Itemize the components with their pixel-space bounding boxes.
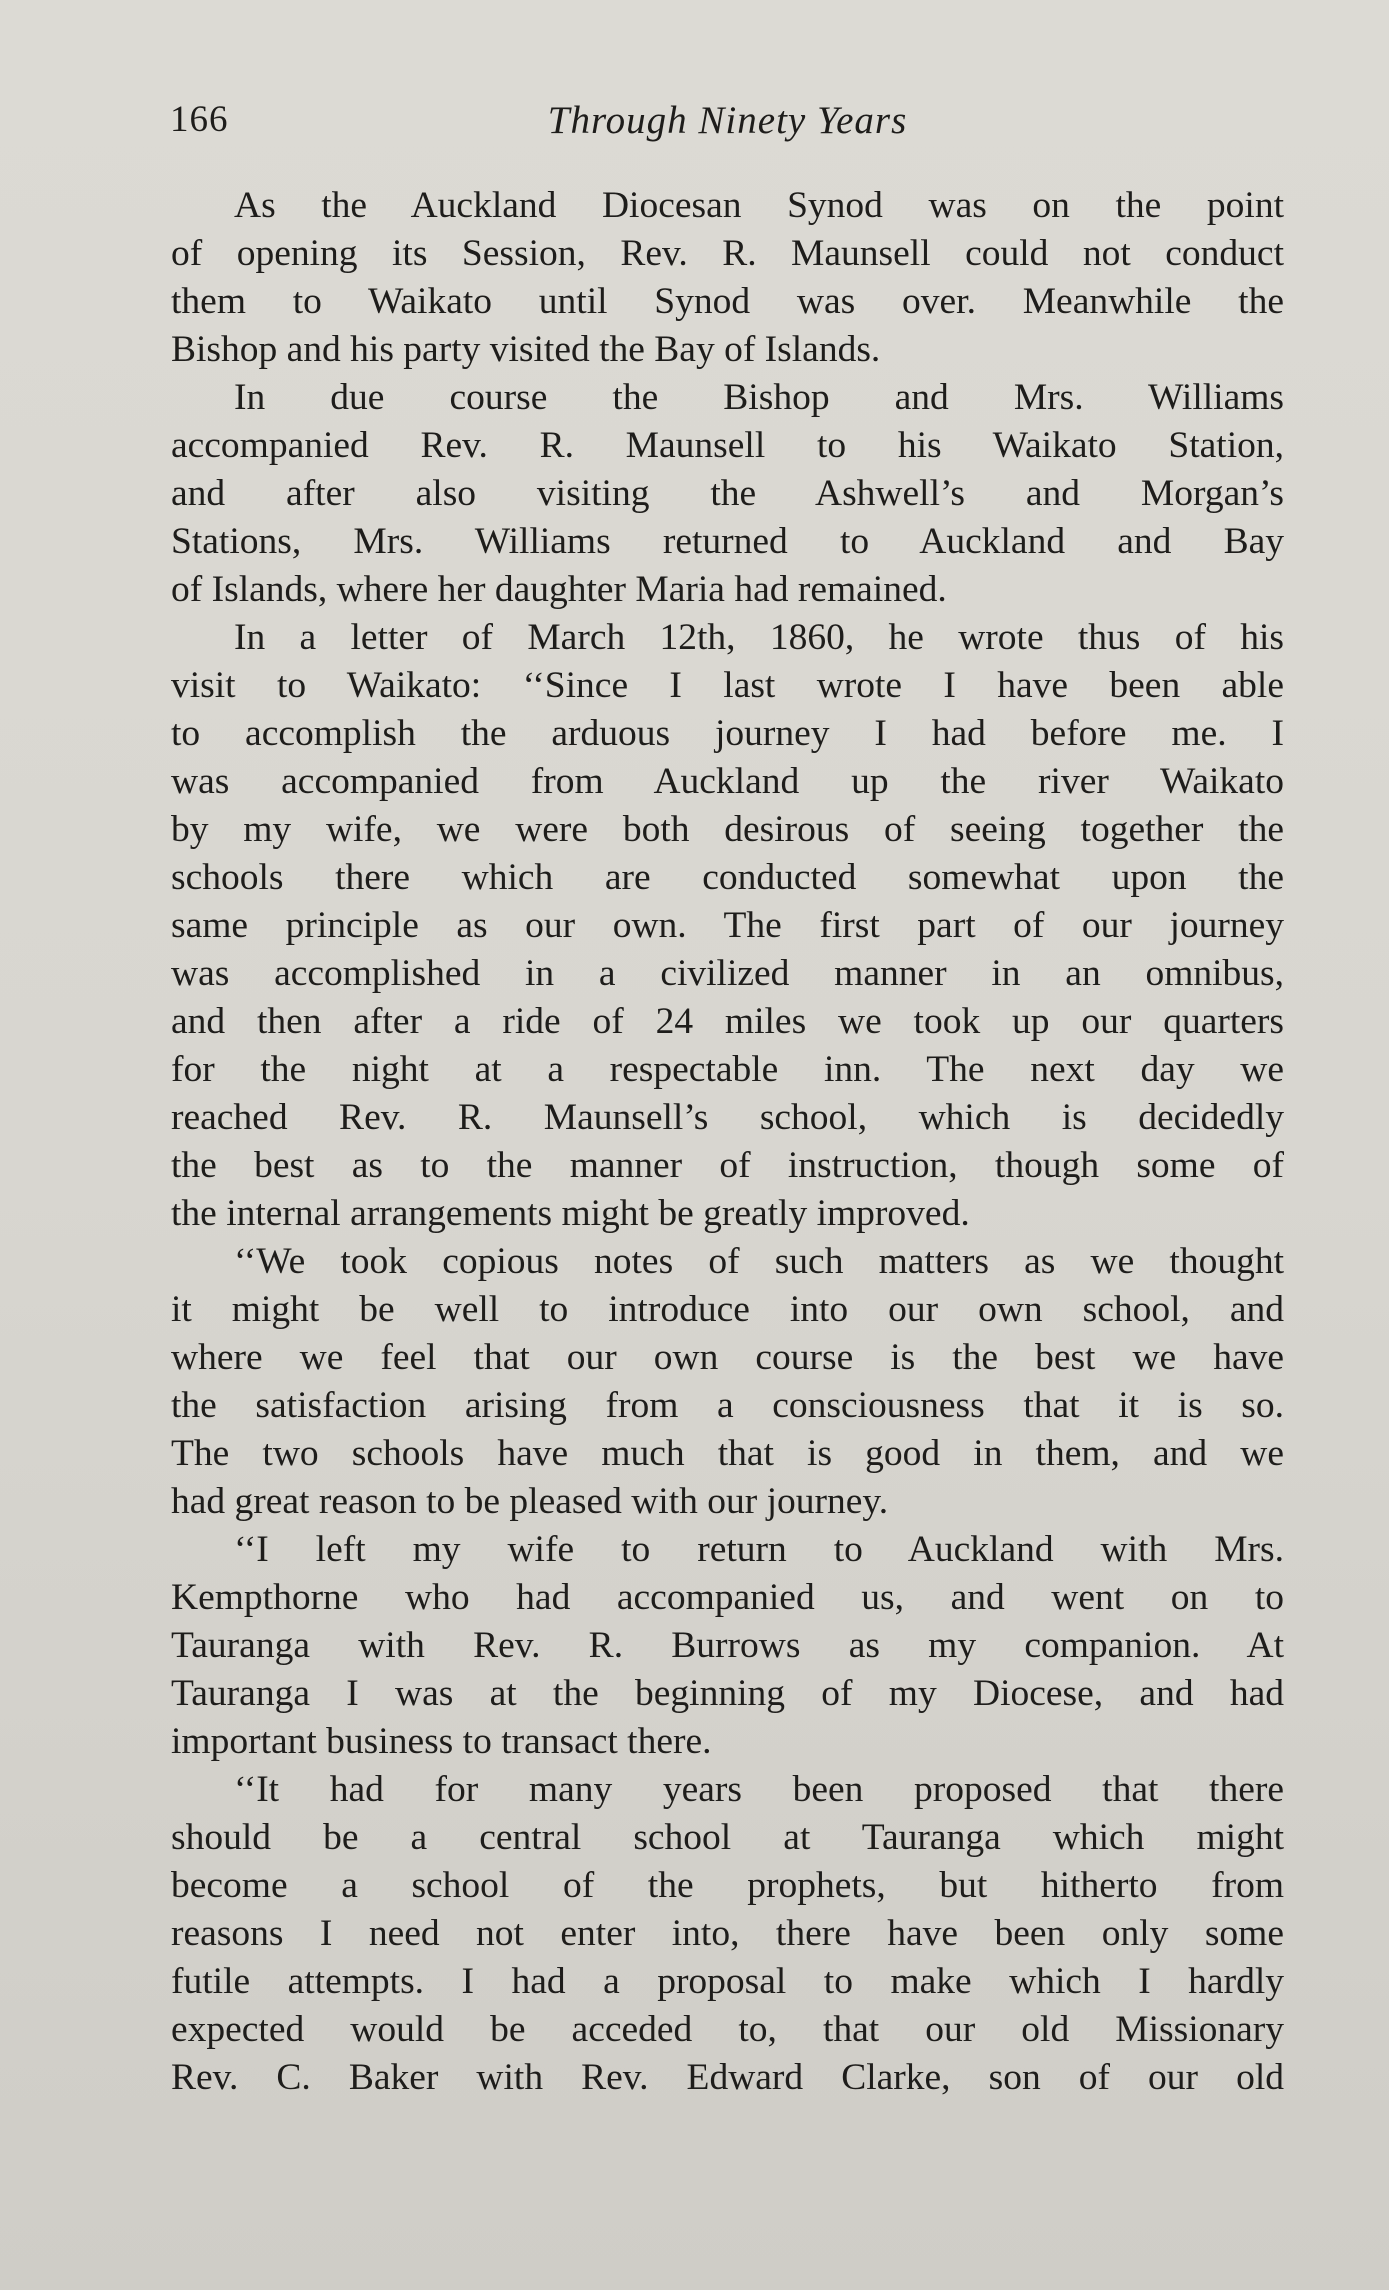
text-line: expected would be acceded to, that our old Missionary [171, 2009, 1284, 2050]
text-line: Stations, Mrs. Williams returned to Auckland and Bay [171, 521, 1284, 562]
text-line: futile attempts. I had a proposal to make which I hardly [171, 1961, 1284, 2002]
text-line: to accomplish the arduous journey I had before me. I [171, 713, 1284, 754]
text-line: the satisfaction arising from a consciousness that it is so. [171, 1385, 1284, 1426]
text-line: had great reason to be pleased with our journey. [171, 1481, 889, 1522]
running-title: Through Ninety Years [547, 99, 908, 142]
text-line: reached Rev. R. Maunsell’s school, which is decidedly [171, 1097, 1284, 1138]
body-text [171, 182, 1284, 2102]
text-line: for the night at a respectable inn. The next day we [171, 1049, 1284, 1090]
text-line: should be a central school at Tauranga which might [171, 1817, 1284, 1858]
paragraph-first-line: ‘‘It had for many years been proposed that there [234, 1769, 1284, 1810]
text-line: by my wife, we were both desirous of seeing together the [171, 809, 1284, 850]
text-line: was accomplished in a civilized manner in an omnibus, [171, 953, 1284, 994]
text-line: important business to transact there. [171, 1721, 712, 1762]
paragraph-first-line: In due course the Bishop and Mrs. Williams [234, 377, 1284, 418]
text-line: of Islands, where her daughter Maria had remained. [171, 569, 947, 610]
text-line: and after also visiting the Ashwell’s and Morgan’s [171, 473, 1284, 514]
text-line: Tauranga with Rev. R. Burrows as my companion. At [171, 1625, 1284, 1666]
paragraph-first-line: ‘‘I left my wife to return to Auckland with Mrs. [234, 1529, 1284, 1570]
text-line: them to Waikato until Synod was over. Meanwhile the [171, 281, 1284, 322]
text-line: it might be well to introduce into our own school, and [171, 1289, 1284, 1330]
text-line: was accompanied from Auckland up the river Waikato [171, 761, 1284, 802]
text-line: schools there which are conducted somewhat upon the [171, 857, 1284, 898]
running-head [170, 98, 1285, 158]
text-line: Kempthorne who had accompanied us, and went on to [171, 1577, 1284, 1618]
text-line: become a school of the prophets, but hitherto from [171, 1865, 1284, 1906]
paragraph-first-line: ‘‘We took copious notes of such matters as we thought [234, 1241, 1284, 1282]
text-line: the internal arrangements might be greatly improved. [171, 1193, 970, 1234]
text-line: Bishop and his party visited the Bay of Islands. [171, 329, 881, 370]
text-line: visit to Waikato: ‘‘Since I last wrote I have been able [171, 665, 1284, 706]
paragraph-first-line: As the Auckland Diocesan Synod was on the point [234, 185, 1284, 226]
text-line: same principle as our own. The first part of our journey [171, 905, 1284, 946]
text-line: Tauranga I was at the beginning of my Diocese, and had [171, 1673, 1284, 1714]
text-line: reasons I need not enter into, there have been only some [171, 1913, 1284, 1954]
text-line: where we feel that our own course is the best we have [171, 1337, 1284, 1378]
paragraph-first-line: In a letter of March 12th, 1860, he wrote thus of his [234, 617, 1284, 658]
page-number: 166 [170, 99, 229, 140]
text-line: of opening its Session, Rev. R. Maunsell could not conduct [171, 233, 1284, 274]
text-line: accompanied Rev. R. Maunsell to his Waikato Station, [171, 425, 1284, 466]
text-line: the best as to the manner of instruction, though some of [171, 1145, 1284, 1186]
text-line: Rev. C. Baker with Rev. Edward Clarke, son of our old [171, 2057, 1284, 2098]
text-line: The two schools have much that is good in them, and we [171, 1433, 1284, 1474]
text-line: and then after a ride of 24 miles we took up our quarters [171, 1001, 1284, 1042]
